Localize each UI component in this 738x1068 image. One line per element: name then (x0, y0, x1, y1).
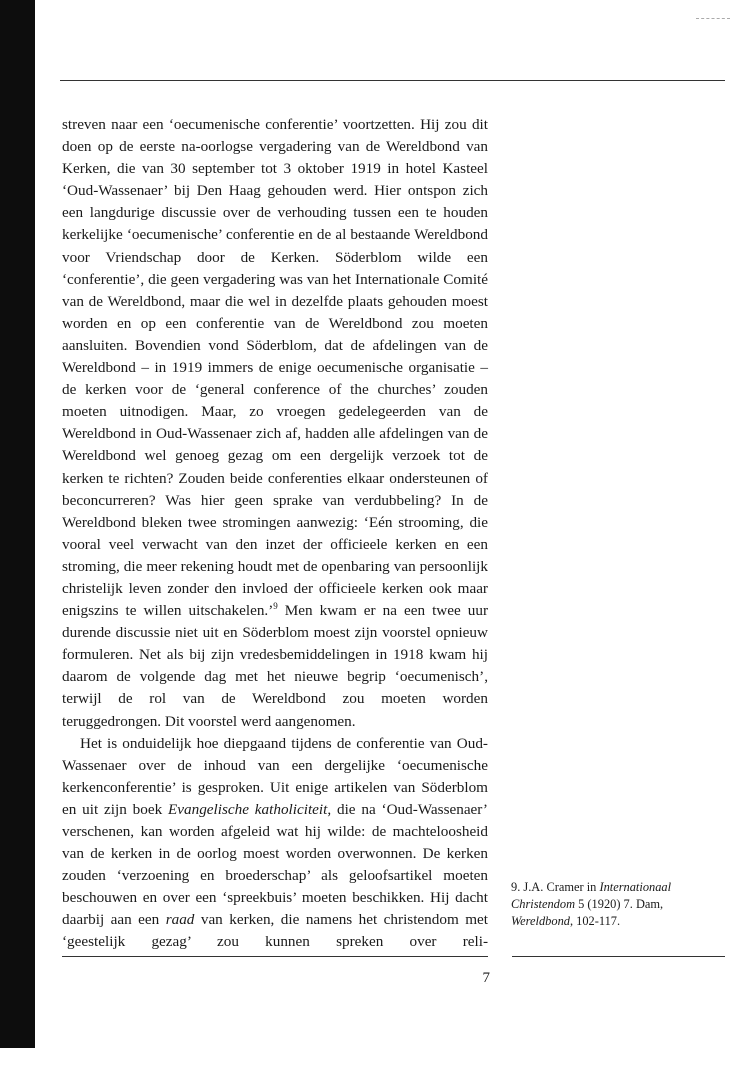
main-text (62, 114, 488, 954)
footer-rule (62, 956, 488, 957)
footnote-9: 9. J.A. Cramer in Internationaal Christendom 5 (1920) 7. Dam, Wereldbond, 102-117. (511, 880, 672, 928)
header-rule (60, 80, 725, 81)
emphasis-raad: raad (165, 911, 195, 929)
scan-mark (696, 18, 730, 19)
footnote-rule (512, 956, 725, 957)
page-number: 7 (482, 970, 490, 986)
paragraph-2: Het is onduidelijk hoe diepgaand tijdens de conferentie van Oud-Wassenaer over de inhoud van een dergelijke ‘oecumenische kerkenconferentie’ is gesproken. Uit enige artikelen van Söderblom en uit zijn boek Evangelische katholiciteit, die na ‘Oud-Wassenaer’ verschenen, kan worden afgeleid wat hij wilde: de machteloosheid van de kerken in de oorlog moest worden overwonnen. De kerken zouden ‘verzoening en broederschap’ als geloofsartikel moeten beschouwen en over een ‘spreekbuis’ moeten beschikken. Hij dacht daarbij aan een raad van kerken, die namens het christendom met ‘geestelijk gezag’ zou kunnen spreken over reli- (62, 734, 488, 951)
footnote-reference[interactable]: 9 (273, 601, 278, 611)
book-spine-shadow (0, 0, 35, 1048)
paragraph-1: streven naar een ‘oecumenische conferentie’ voortzetten. Hij zou dit doen op de eerste na-oorlogse vergadering van de Wereldbond van Kerken, die van 30 september tot 3 oktober 1919 in hotel Kasteel ‘Oud-Wassenaer’ bij Den Haag gehouden werd. Hier ontspon zich een langdurige discussie over de verhouding tussen een te houden kerkelijke ‘oecumenische’ conferentie en de al bestaande Wereldbond voor Vriendschap door de Kerken. Söderblom wilde een ‘conferentie’, die geen vergadering was van het Internationale Comité van de Wereldbond, maar die wel in dezelfde plaats gehouden moest worden en op een conferentie van de Wereldbond zou moeten aansluiten. Bovendien vond Söderblom, dat de afdelingen van de Wereldbond – in 1919 immers de enige oecumenische organisatie – de kerken voor de ‘general conference of the churches’ zouden moeten uitnodigen. Maar, zo vroegen gedelegeerden van de Wereldbond in Oud-Wassenaer zich af, hadden alle afdelingen van de Wereldbond wel genoeg gezag om een dergelijk verzoek tot de kerken te richten? Zouden beide conferenties elkaar ondersteunen of beconcurreren? Was hier geen sprake van verdubbeling? In de Wereldbond bleken twee stromingen aanwezig: ‘Eén strooming, die vooral veel verwacht van den inzet der officieele kerken en een stroming, die meer rekening houdt met de openbaring van persoonlijk christelijk leven zonder den invloed der officieele kerken ook maar enigszins te willen uitschakelen.’$^9$ Men kwam er na een twee uur durende discussie niet uit en Söderblom moest zijn voorstel opnieuw formuleren. Net als bij zijn vredesbemiddelingen in 1918 kwam hij daarom de volgende dag met het nieuwe begrip ‘oecumenisch’, terwijl de rol van de Wereldbond zou moeten worden teruggedrongen. Dit voorstel werd aangenomen. (62, 116, 489, 730)
book-title: Evangelische katholiciteit (168, 800, 328, 818)
